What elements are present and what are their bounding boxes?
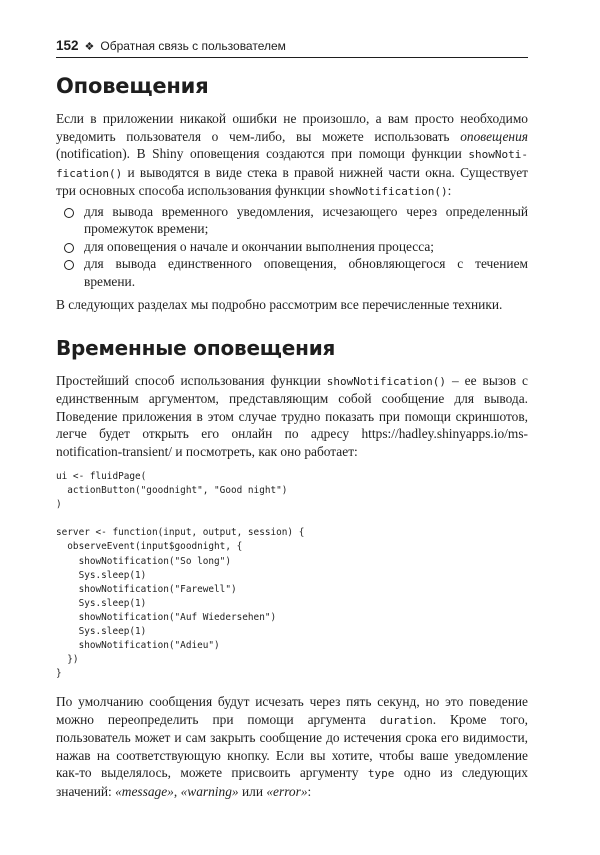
bullet-circle-icon [64, 243, 74, 253]
list-item: для вывода единственного оповещения, обновляющегося с течением времени. [56, 255, 528, 290]
inline-code: type [367, 767, 395, 781]
bullet-circle-icon [64, 208, 74, 218]
duration-paragraph: По умолчанию сообщения будут исчезать через пять секунд, но это поведение можно переопределить при помощи аргумента duration. Кроме того, пользователь может и сам закрыть сообщение до истечения срока его видимости, нажав на соответствующую кнопку. Если вы хотите, чтобы ваше уведомление как-то выделялось, можете присвоить аргументу type одно из следующих значений: «message», «warning» или «error»: [56, 694, 529, 799]
inline-code: duration [379, 713, 433, 727]
value-warning: «warning» [180, 783, 239, 799]
transient-paragraph: Простейший способ использования функции showNotification() – ее вызов с единственным аргументом, представляющим собой сообщение для вывода. Поведение приложения в этом случае трудно показать при помощи скриншотов, легче будет открыть его онлайн по адресу https://hadley.shinyapps.io/ms-notification-transient/ и посмотреть, как оно работает: [56, 372, 529, 459]
code-block: ui <- fluidPage( actionButton("goodnight", "Good night") ) server <- function(input, output, session) { observeEvent(input$goodnight, { showNotification("So long") Sys.sleep(1) showNotification("Farewell") Sys.sleep(1) showNotification("Auf Wiedersehen") Sys.sleep(1) showNotification("Adieu") }) } [56, 471, 305, 680]
emphasis-term: оповещения [460, 128, 528, 144]
section-heading-transient: Временные оповещения [56, 335, 336, 360]
inline-code: showNotification() [328, 185, 448, 198]
value-message: «message» [115, 783, 174, 799]
bullet-circle-icon [64, 260, 74, 270]
list-item: для вывода временного уведомления, исчезающего через определенный промежуток времени; [56, 203, 528, 238]
inline-code: showNotification() [56, 148, 528, 180]
ornament-icon: ❖ [84, 41, 95, 53]
value-error: «error» [266, 783, 308, 799]
section-heading-notifications: Оповещения [56, 74, 209, 98]
chapter-title: Обратная связь с пользователем [100, 39, 286, 53]
bullet-list [56, 203, 528, 291]
intro-paragraph: Если в приложении никакой ошибки не произошло, а вам просто необходимо уведомить пользователя о чем-либо, вы можете использовать оповещения (notification). В Shiny оповещения создаются при помощи функции showNotification() и выводятся в виде стека в правой нижней части окна. Существует три основных способа использования функции showNotification(): [56, 111, 528, 198]
running-head [56, 38, 528, 58]
outro-paragraph: В следующих разделах мы подробно рассмотрим все перечисленные техники. [56, 297, 503, 312]
page-number: 152 [56, 38, 79, 53]
inline-code: showNotification() [326, 374, 446, 388]
list-item: для оповещения о начале и окончании выполнения процесса; [56, 238, 528, 256]
book-page [56, 38, 528, 800]
